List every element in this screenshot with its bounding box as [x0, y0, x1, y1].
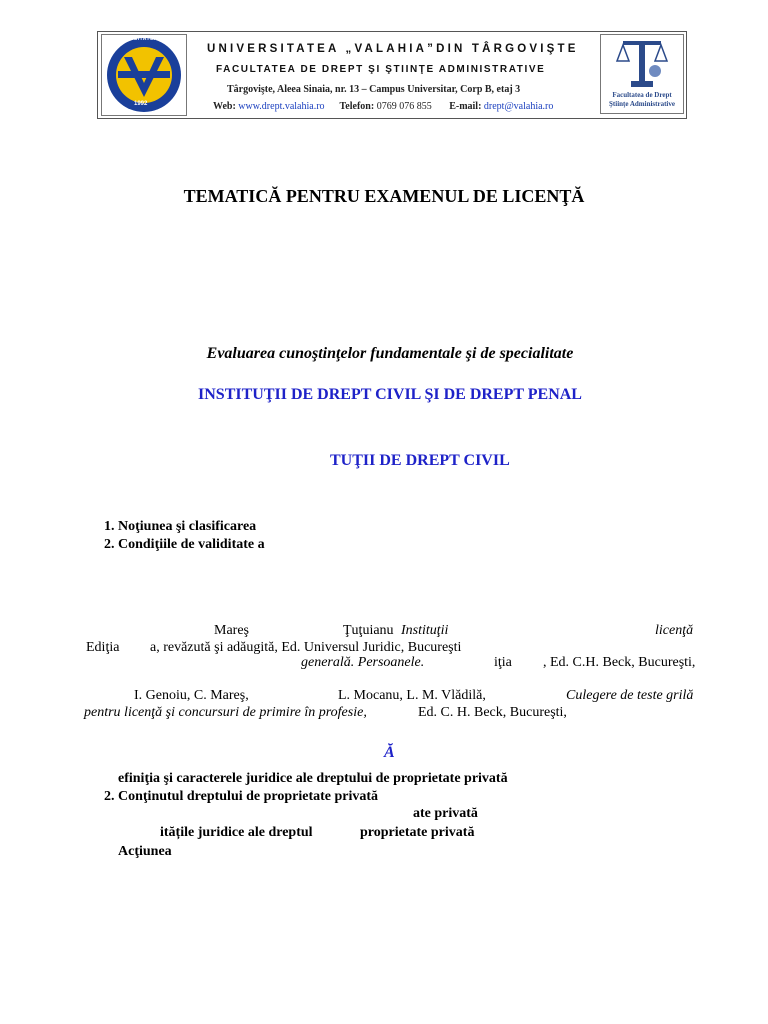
bib-fragment: Ţuţuianu	[343, 623, 394, 638]
bib-fragment: iţia	[494, 655, 512, 670]
phone-label: Telefon:	[339, 101, 375, 112]
web-link[interactable]: www.drept.valahia.ro	[238, 101, 325, 112]
faculty-logo-line2: Ştiinţe Administrative	[609, 100, 675, 108]
bib-fragment: I. Genoiu, C. Mareş,	[134, 688, 249, 703]
bib-fragment: Mareş	[214, 623, 249, 638]
bib-fragment: Instituţii	[401, 623, 449, 638]
logo-year: 1992	[134, 101, 148, 107]
faculty-logo	[600, 34, 684, 114]
list-item: ate privată	[413, 806, 478, 821]
justice-scale-icon	[601, 35, 683, 95]
section-heading-property: Ă	[384, 744, 395, 761]
bib-fragment: Ed. C. H. Beck, Bucureşti,	[418, 705, 567, 720]
bib-fragment: a, revăzută şi adăugită, Ed. Universul Juridic, Bucureşti	[150, 640, 462, 655]
list-item: 1. Noţiunea şi clasificarea	[104, 519, 257, 534]
bib-fragment: L. Mocanu, L. M. Vlădilă,	[338, 688, 486, 703]
email-link[interactable]: drept@valahia.ro	[483, 101, 554, 112]
page-title: TEMATICĂ PENTRU EXAMENUL DE LICENŢĂ	[183, 186, 585, 206]
bib-fragment: pentru licenţă şi concursuri de primire în profesie,	[84, 705, 367, 720]
section-heading-civil-law: TUŢII DE DREPT CIVIL	[330, 452, 510, 469]
phone-value: 0769 076 855	[376, 101, 432, 112]
list-item: 2. Condiţiile de validitate a	[104, 537, 265, 552]
bib-fragment: Culegere de teste grilă	[566, 688, 694, 703]
list-item: Acţiunea	[118, 844, 172, 859]
list-item: efiniţia şi caracterele juridice ale dreptului de proprietate privată	[118, 771, 508, 786]
faculty-logo-line1: Facultatea de Drept	[612, 91, 672, 99]
list-item: itățile juridice ale dreptul	[160, 825, 313, 840]
university-name: UNIVERSITATEA „VALAHIA”DIN TÂRGOVIŞTE	[207, 43, 579, 55]
list-item: proprietate privată	[360, 825, 475, 840]
section-heading-institutions: INSTITUŢII DE DREPT CIVIL ŞI DE DREPT PENAL	[198, 386, 582, 403]
list-item: 2. Conţinutul dreptului de proprietate privată	[104, 789, 379, 804]
bib-fragment: , Ed. C.H. Beck, Bucureşti,	[543, 655, 696, 670]
contact-line	[213, 101, 553, 112]
bib-fragment: licenţă	[655, 623, 694, 638]
page-subtitle: Evaluarea cunoştinţelor fundamentale şi de specialitate	[206, 345, 574, 362]
logo-ring-text: UNIVERSITATEA VALAHIA din TÂRGOVIŞTE	[112, 36, 236, 42]
web-label: Web:	[213, 101, 236, 112]
bib-fragment: generală. Persoanele.	[301, 655, 425, 670]
faculty-name: FACULTATEA DE DREPT ŞI ŞTIINŢE ADMINISTRATIVE	[216, 64, 546, 75]
email-label: E-mail:	[449, 101, 482, 112]
bib-fragment: Ediţia	[86, 640, 120, 655]
faculty-address: Târgovişte, Aleea Sinaia, nr. 13 – Campus Universitar, Corp B, etaj 3	[227, 84, 521, 95]
